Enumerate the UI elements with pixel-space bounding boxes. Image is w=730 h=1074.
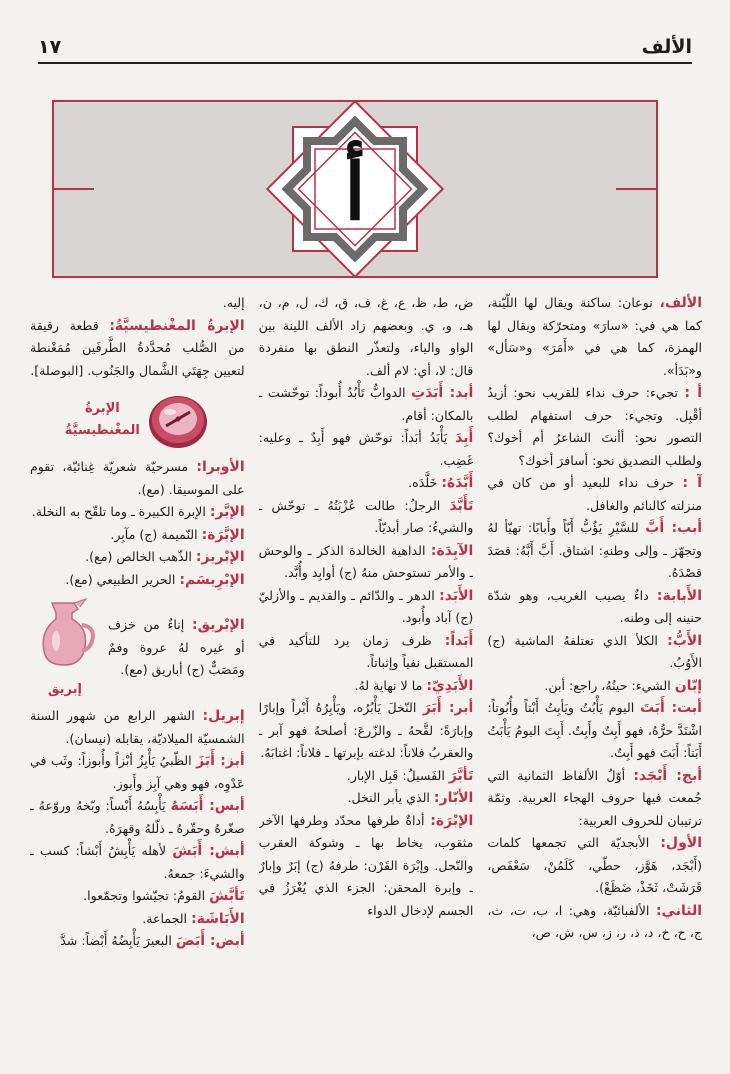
- headword: أَبَّدَهُ:: [441, 475, 474, 491]
- headword: أبش: أَبَشَ: [172, 843, 245, 859]
- definition: قطعة رقيقة من الصُّلب مُحدَّدةُ الطَّرفَين مُمَغْنطة لتعيين جِهَتَي الشَّمال والجَنُوب. [البوصلة].: [29, 317, 245, 378]
- header-section-word: الألف: [641, 36, 692, 58]
- jug-figure: [30, 595, 100, 701]
- definition: الأبجديّة التي تجمعها كلمات (أَبْجَد، هَوَّز، حطّي، كَلَمُنْ، سَعْفَص، قَرَشَتْ، ثَخَذْ، ضَظَغْ).: [487, 835, 702, 895]
- headword: أبب: أَبَّ: [645, 520, 702, 536]
- column-left-top: [30, 292, 245, 382]
- compass-icon: [146, 388, 210, 452]
- dictionary-entry: [259, 382, 474, 427]
- definition: الكلأ الذي تعتلفهُ الماشية (ج) الأَوُبُ.: [487, 632, 702, 670]
- definition: خَلَّدَه.: [408, 475, 442, 490]
- definition: الدوابُّ تَأْبُدُ أُبوداً: توحّشت ـ بالمكان: أقام.: [258, 385, 474, 423]
- column-left: [30, 292, 245, 1072]
- dictionary-entry: [259, 765, 474, 788]
- dictionary-entry: [30, 524, 245, 547]
- definition: حرف نداء للبعيد أو من كان في منزلته كالنائم والغافل.: [487, 475, 702, 513]
- dictionary-entry: [30, 456, 245, 501]
- headword: أبس: أَبَسَهُ: [170, 798, 245, 814]
- headword: الألف،: [659, 295, 702, 311]
- definition: اليوم يَأْبُتُ ويَأبِتُ أَبْتاً وأُبُوتاً: اشْتَدَّ حرُّهُ، فهو أَبِتٌ وأَبِتٌ. أَبِتَ اليومُ يَأْبَتُ أَبَتاً: أَبَتَ فهو أَبِتٌ.: [487, 700, 702, 760]
- definition: أوّلُ الألفاظ الثمانية التي جُمعت فيها حروف الهجاء العربية. وثمّة ترتيبان للحروف العربية:: [487, 767, 702, 828]
- dictionary-entry: [259, 697, 474, 765]
- dictionary-entry: [30, 292, 245, 315]
- definition: الإبرة الكبيرة ـ وما تلقّح به النخلة.: [31, 504, 210, 519]
- dictionary-entry: [259, 810, 474, 923]
- definition: إناءٌ من خزف أو غيره لهُ عروة وفمٌ ومَصَبٌّ (ج) أباريق (مع).: [107, 617, 245, 678]
- headword: الأَبَاشَة:: [191, 910, 245, 927]
- dictionary-entry: [487, 765, 702, 833]
- headword: أبز: أَبَزَ: [196, 753, 245, 769]
- headword: أَبَداً:: [444, 632, 474, 649]
- headword: تَأبَّشَ: [209, 888, 245, 904]
- definition: ض، ط، ظ، ع، غ، ف، ق، ك، ل، م، ن، هـ، و، ي. وبعضهم زاد الألف اللينة بين الواو والياء، ولتعذّر النطق بها منفردة قال: لا، أي: لام ألف.: [258, 295, 474, 378]
- letter-banner: [52, 100, 658, 278]
- dictionary-entry: [259, 495, 474, 540]
- compass-caption: [65, 398, 140, 443]
- dictionary-entry: [259, 292, 474, 382]
- dictionary-entry: [487, 292, 702, 382]
- headword: الأول:: [660, 835, 702, 851]
- headword: الإبَّرَة:: [201, 526, 245, 543]
- dictionary-entry: [30, 795, 245, 840]
- definition: نوعان: ساكنة ويقال لها اللّيّنة، كما هي في: «سارَ» ومتحرّكة ويقال لها الهمزة، كما هي في «أَمَرَ» و«سَأل» و«بَدَأ».: [487, 295, 702, 378]
- dictionary-entry: [30, 315, 245, 383]
- dictionary-entry: [487, 382, 702, 472]
- compass-caption-line-1: الإبرةُ: [84, 400, 120, 416]
- definition: البعيرَ يَأْبِضُهُ أَبْضاً: شدَّ: [60, 933, 176, 948]
- dictionary-entry: [487, 675, 702, 698]
- definition: تجيء: حرف نداء للقريب نحو: أزيدُ أقْبِل. وتجيء: حرف استفهام لطلب التصور نحو: أأنتَ الشاعرُ أم أخوك؟ ولطلب التصديق نحو: أسافرَ أخوك؟: [487, 385, 702, 468]
- definition: النّميمة (ج) مآبِر.: [110, 526, 202, 542]
- headword: الأَبُّ:: [667, 632, 702, 649]
- headword: الإبرةُ المغْنطيسيَّةُ:: [109, 317, 245, 334]
- definition: ما لا نهاية لهُ.: [354, 677, 427, 693]
- octagram-ornament: [54, 102, 656, 276]
- headword: أبر: أَبَرَ: [422, 700, 474, 716]
- dictionary-entry: [259, 787, 474, 810]
- dictionary-entry: [259, 675, 474, 698]
- dictionary-entry: [487, 517, 702, 585]
- headword: الإبْريز:: [195, 549, 245, 565]
- definition: مسرحيّة شعريّة غِنائيّة، تقوم على الموسيقا. (مع).: [29, 459, 245, 497]
- headword: الآبِدَة:: [430, 542, 474, 559]
- compass-caption-line-2: المغْنطيسيَّةُ: [64, 423, 140, 438]
- headword: الأَبابة:: [656, 587, 702, 604]
- definition: لأهله يَأْبِشُ أَبْشاً: كسب ـ والشيءَ: جمعهُ.: [29, 843, 245, 881]
- ibriq-row: [30, 595, 245, 701]
- dictionary-entry: [259, 472, 474, 495]
- headword: الإبَّر:: [209, 504, 245, 520]
- definition: يَأْبَدُ أبَداً: توحّش فهو أَبِدٌ ـ وعليه: غَضِب.: [258, 430, 474, 468]
- headword: الإبْرِيسَم:: [179, 571, 245, 588]
- headword: الأوبرا:: [196, 459, 245, 475]
- dictionary-entry: [30, 705, 245, 750]
- headword: أبت: أَبَتَ: [639, 700, 702, 716]
- headword: أَبِدَ: [455, 430, 474, 446]
- dictionary-entry: [487, 900, 702, 945]
- dictionary-entry: [30, 546, 245, 569]
- dictionary-entry: [30, 569, 245, 592]
- dictionary-entry: [30, 930, 245, 953]
- dictionary-entry: [487, 585, 702, 630]
- definition: القومُ: تجيّشوا وتجمّعوا.: [83, 888, 210, 903]
- definition: الظّبيُ يَأْبِزُ أبْزاً وأُبوزاً: وثَب في عَدْوِه، فهو وهي آبِز وأَبوز.: [29, 753, 245, 791]
- definition: أداةٌ طرفها محدّد وطرفها الآخر مثقوب، يخاط بها ـ وشوكة العقرب والنّحل. وإبْرَة القَرْن: طرفهُ (ج) إبَرٌ وإبارٌ ـ وإبرة المحقن: الجزء الذي يُغْرَزُ في الجسم لإدخال الدواء: [258, 812, 474, 918]
- definition: إليه.: [222, 295, 245, 310]
- running-header: [38, 28, 692, 64]
- headword: الأَبَد:: [439, 587, 474, 604]
- headword: إبّان: [674, 677, 702, 694]
- dictionary-entry: [30, 840, 245, 885]
- definition: يَأْبِسُهُ أَبْساً: وبّخهُ وروّعهُ ـ صغّرهُ وحقّرهُ ـ ذلّلهُ وقهرَهُ.: [29, 798, 245, 836]
- definition: الدهر ـ والدّائم ـ والقديم ـ والأزليّ (ج) آباد وأُبود.: [258, 587, 474, 625]
- definition: الحرير الطبيعي (مع).: [65, 571, 180, 587]
- dictionary-entry: [487, 832, 702, 900]
- definition: داءٌ يصيب الغريب، وهو شدّة حنينه إلى وطنه.: [487, 587, 702, 625]
- definition: الشيء: حينُهُ، راجع: أبن.: [544, 677, 675, 693]
- headword: أبد: أَبَدَتِ: [411, 385, 474, 401]
- dictionary-entry: [259, 427, 474, 472]
- headword: الثاني:: [655, 902, 702, 919]
- headword: الإبْريق:: [191, 617, 245, 634]
- definition: الألفبائيّة، وهي: ا، ب، ت، ث، ج، ح، خ، د، ذ، ر، ز، س، ش، ص،: [487, 902, 702, 940]
- headword: الأَبَدِيّ:: [426, 677, 474, 694]
- dictionary-entry: [30, 908, 245, 931]
- definition: للسَّيْرِ يَؤُبُّ أَبّاً وأَبابًا: تهيّأ لهُ وتجهّز ـ وإلى وطنهِ: اشتاق. أَبَّ أَبَّهُ: قصَدَ قصْدَهُ.: [487, 520, 702, 580]
- definition: الشهر الرابع من شهور السنة الشمسيّة الميلاديّة، يقابله (نيسان).: [29, 708, 245, 746]
- compass-figure: [30, 388, 245, 452]
- column-left-middle: [30, 456, 245, 591]
- dictionary-entry: [487, 630, 702, 675]
- dictionary-entry: [487, 472, 702, 517]
- definition: الداهية الخالدة الذكر ـ والوحش ـ والأمر تستوحش منهُ (ج) أوابِد وأُبَّد.: [258, 542, 474, 580]
- definition: ظرف زمان يرد للتأكيد في المستقبل نفياً وإثباتاً.: [258, 632, 474, 670]
- dictionary-entry: [30, 501, 245, 524]
- headword: أ :: [684, 385, 702, 401]
- entry-columns: [30, 292, 702, 1072]
- ibriq-entry: [108, 614, 245, 682]
- jug-caption: إبريق: [47, 681, 82, 697]
- dictionary-entry: [487, 697, 702, 765]
- definition: الفَسيلُ: قَبِل الإبار.: [346, 767, 449, 783]
- column-right: [487, 292, 702, 1072]
- definition: النّخلَ يَأْبُرُه، ويَأْبِرُهُ أَبْراً وإبارًا وإبارَةً: لقَّحهُ ـ والزّرعَ: أصلحهُ فهو آبر ـ والعقربُ فلاناً: لدغته بإبرتها ـ فلاناً: اغتابَهُ.: [258, 700, 474, 760]
- jug-icon: [32, 595, 98, 671]
- dictionary-entry: [259, 630, 474, 675]
- definition: الرجلُ: طالت عُزْبَتُهُ ـ توحّش ـ والشيءُ: صار أبديّاً.: [258, 497, 474, 535]
- dictionary-entry: [259, 540, 474, 585]
- headword: الأبّار:: [433, 790, 474, 806]
- dictionary-entry: [30, 885, 245, 908]
- headword: تَأبَّرَ: [448, 767, 474, 784]
- definition: الجماعة.: [142, 910, 192, 926]
- dictionary-entry: [259, 585, 474, 630]
- column-left-bottom: [30, 705, 245, 953]
- headword: إبريل:: [202, 708, 245, 724]
- page-number: ١٧: [38, 36, 62, 58]
- column-middle: [259, 292, 474, 1072]
- headword: أبج: أَبْجَد:: [633, 767, 702, 784]
- banner-letter: أ: [344, 147, 366, 238]
- definition: الذّهب الخالص (مع).: [85, 549, 196, 564]
- headword: آ :: [682, 475, 702, 491]
- headword: أبض: أَبَضَ: [175, 933, 245, 949]
- dictionary-entry: [30, 750, 245, 795]
- headword: تَأَبَّدَ: [449, 497, 474, 514]
- definition: الذي يأبر النخل.: [347, 790, 434, 805]
- headword: الإبْرَة:: [430, 812, 474, 829]
